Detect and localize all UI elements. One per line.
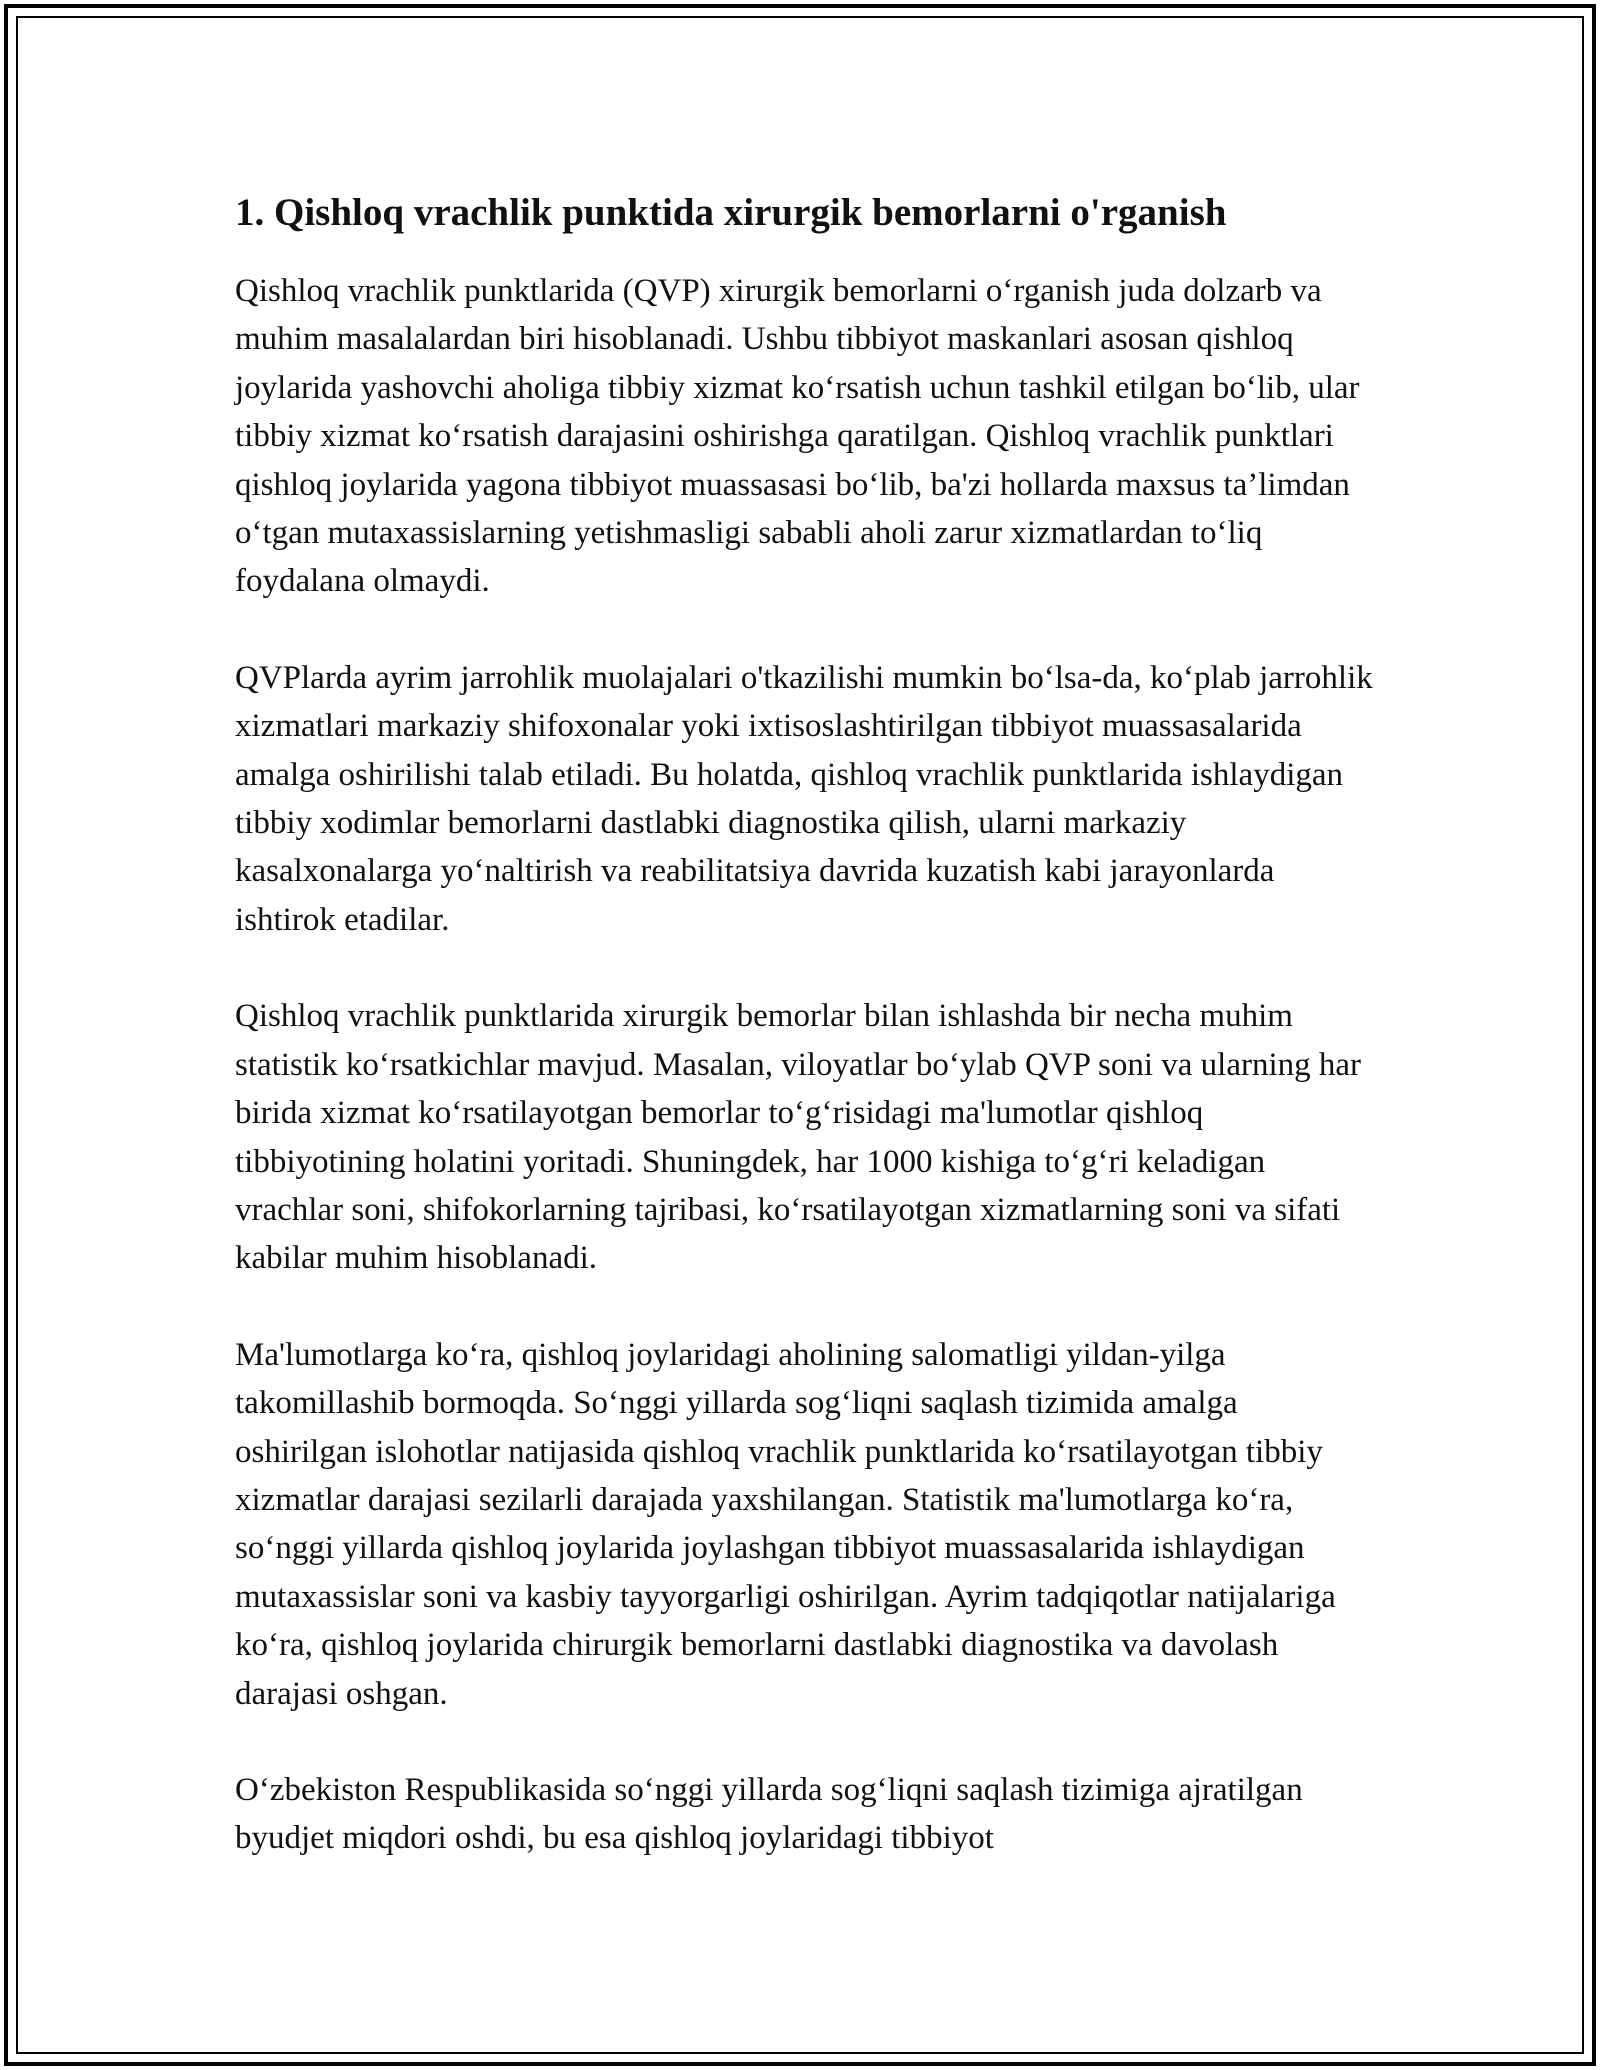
- section-heading: 1. Qishloq vrachlik punktida xirurgik bemorlarni o'rganish: [235, 191, 1227, 234]
- document-body: [235, 185, 1375, 1911]
- paragraph-1: Qishloq vrachlik punktlarida (QVP) xirurgik bemorlarni o‘rganish juda dolzarb va muhim masalalardan biri hisoblanadi. Ushbu tibbiyot maskanlari asosan qishloq joylarida yashovchi aholiga tibbiy xizmat ko‘rsatish uchun tashkil etilgan bo‘lib, ular tibbiy xizmat ko‘rsatish darajasini oshirishga qaratilgan. Qishloq vrachlik punktlari qishloq joylarida yagona tibbiyot muassasasi bo‘lib, ba'zi hollarda maxsus ta’limdan o‘tgan mutaxassislarning yetishmasligi sababli aholi zarur xizmatlardan to‘liq foydalana olmaydi.: [235, 273, 1360, 600]
- paragraph-3: Qishloq vrachlik punktlarida xirurgik bemorlar bilan ishlashda bir necha muhim statistik ko‘rsatkichlar mavjud. Masalan, viloyatlar bo‘ylab QVP soni va ularning har birida xizmat ko‘rsatilayotgan bemorlar to‘g‘risidagi ma'lumotlar qishloq tibbiyotining holatini yoritadi. Shuningdek, har 1000 kishiga to‘g‘ri keladigan vrachlar soni, shifokorlarning tajribasi, ko‘rsatilayotgan xizmatlarning soni va sifati kabilar muhim hisoblanadi.: [235, 998, 1362, 1277]
- paragraph-5: O‘zbekiston Respublikasida so‘nggi yillarda sog‘liqni saqlash tizimiga ajratilgan byudjet miqdori oshdi, bu esa qishloq joylaridagi tibbiyot: [235, 1771, 1303, 1857]
- paragraph-4: Ma'lumotlarga ko‘ra, qishloq joylaridagi aholining salomatligi yildan-yilga takomillashib bormoqda. So‘nggi yillarda sog‘liqni saqlash tizimida amalga oshirilgan islohotlar natijasida qishloq vrachlik punktlarida ko‘rsatilayotgan tibbiy xizmatlar darajasi sezilarli darajada yaxshilangan. Statistik ma'lumotlarga ko‘ra, so‘nggi yillarda qishloq joylarida joylashgan tibbiyot muassasalarida ishlaydigan mutaxassislar soni va kasbiy tayyorgarligi oshirilgan. Ayrim tadqiqotlar natijalariga ko‘ra, qishloq joylarida chirurgik bemorlarni dastlabki diagnostika va davolash darajasi oshgan.: [235, 1336, 1336, 1712]
- paragraph-2: QVPlarda ayrim jarrohlik muolajalari o'tkazilishi mumkin bo‘lsa-da, ko‘plab jarrohlik xizmatlari markaziy shifoxonalar yoki ixtisoslashtirilgan tibbiyot muassasalarida amalga oshirilishi talab etiladi. Bu holatda, qishloq vrachlik punktlarida ishlaydigan tibbiy xodimlar bemorlarni dastlabki diagnostika qilish, ularni markaziy kasalxonalarga yo‘naltirish va reabilitatsiya davrida kuzatish kabi jarayonlarda ishtirok etadilar.: [235, 659, 1373, 938]
